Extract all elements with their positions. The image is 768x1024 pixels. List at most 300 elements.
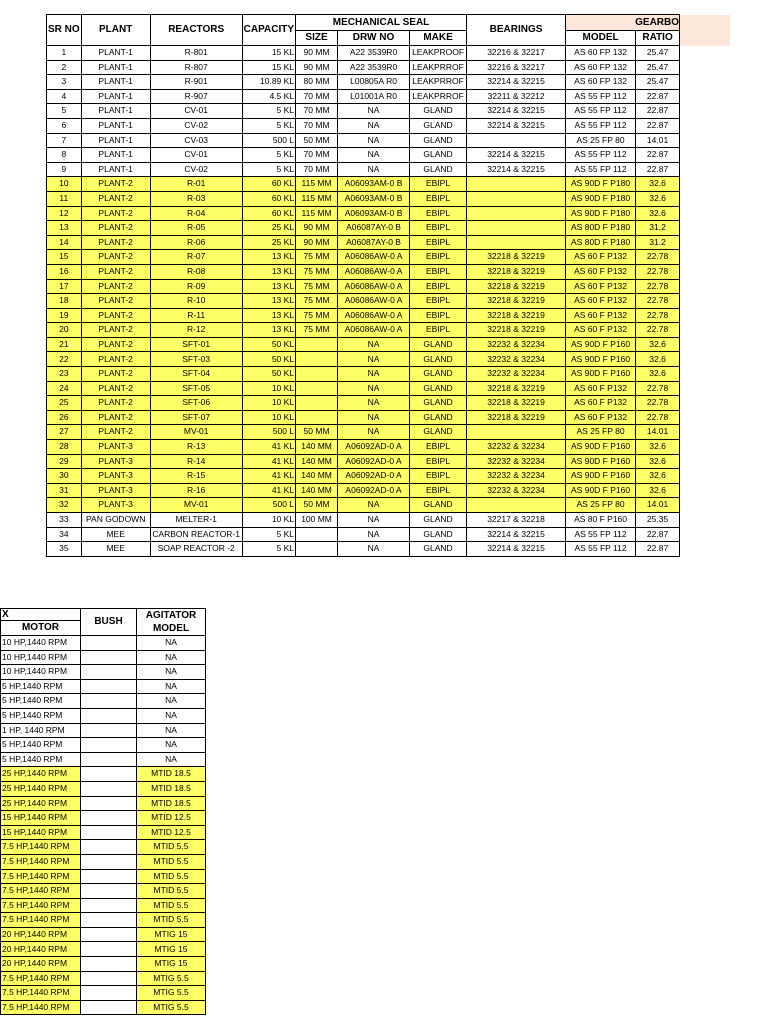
cell-make: EBIPL [410,279,467,294]
table-row [47,527,680,542]
cell-drw-no: A06086AW-0 A [338,279,410,294]
cell-plant: PLANT-2 [81,352,150,367]
cell-gearbox-ratio: 22.87 [636,104,680,119]
cell-gearbox-model: AS 90D F P180 [566,206,636,221]
cell-seal-size: 70 MM [296,118,338,133]
cell-bearings: 32218 & 32219 [467,308,566,323]
cell-capacity: 10.89 KL [242,75,295,90]
cell-gearbox-model: AS 90D F P180 [566,191,636,206]
cell-motor: 25 HP,1440 RPM [1,781,81,796]
cell-gearbox-ratio: 25.47 [636,75,680,90]
cell-sr-no: 16 [47,264,82,279]
cell-motor: 5 HP,1440 RPM [1,738,81,753]
cell-make: EBIPL [410,323,467,338]
cell-sr-no: 26 [47,410,82,425]
cell-seal-size: 70 MM [296,148,338,163]
cell-make: LEAKPRROF [410,89,467,104]
cell-gearbox-ratio: 14.01 [636,425,680,440]
cell-bush [81,723,137,738]
table-row [47,483,680,498]
cell-bush [81,811,137,826]
cell-gearbox-ratio: 22.87 [636,527,680,542]
cell-gearbox-model: AS 25 FP 80 [566,133,636,148]
cell-drw-no: NA [338,498,410,513]
cell-reactor: R-07 [150,250,242,265]
cell-sr-no: 33 [47,513,82,528]
cell-bush [81,884,137,899]
cell-drw-no: L01001A R0 [338,89,410,104]
cell-drw-no: NA [338,133,410,148]
cell-plant: PLANT-1 [81,133,150,148]
cell-sr-no: 29 [47,454,82,469]
cell-capacity: 15 KL [242,46,295,61]
cell-agitator-model: MTID 18.5 [137,767,206,782]
cell-sr-no: 5 [47,104,82,119]
cell-bearings: 32214 & 32215 [467,75,566,90]
table-row [47,469,680,484]
cell-gearbox-ratio: 22.78 [636,294,680,309]
cell-gearbox-model: AS 60 FP 132 [566,46,636,61]
cell-agitator-model: MTIG 15 [137,957,206,972]
cell-capacity: 60 KL [242,206,295,221]
cell-reactor: R-801 [150,46,242,61]
cell-bush [81,898,137,913]
cell-bearings: 32214 & 32215 [467,542,566,557]
cell-bearings: 32211 & 32212 [467,89,566,104]
motor-agitator-table [0,608,206,1015]
cell-make: EBIPL [410,454,467,469]
cell-reactor: R-08 [150,264,242,279]
cell-plant: PLANT-2 [81,191,150,206]
cell-capacity: 25 KL [242,235,295,250]
cell-reactor: CV-02 [150,118,242,133]
cell-agitator-model: MTIG 15 [137,927,206,942]
cell-capacity: 5 KL [242,162,295,177]
cell-gearbox-ratio: 25.35 [636,513,680,528]
cell-sr-no: 28 [47,440,82,455]
cell-gearbox-ratio: 25.47 [636,46,680,61]
cell-agitator-model: MTID 12.5 [137,825,206,840]
cell-gearbox-model: AS 55 FP 112 [566,118,636,133]
cell-motor: 5 HP,1440 RPM [1,752,81,767]
cell-sr-no: 20 [47,323,82,338]
cell-gearbox-ratio: 14.01 [636,133,680,148]
cell-bush [81,708,137,723]
table-row [47,162,680,177]
cell-motor: 20 HP,1440 RPM [1,942,81,957]
header-bearings: BEARINGS [467,15,566,46]
cell-motor: 20 HP,1440 RPM [1,957,81,972]
cell-plant: PLANT-3 [81,483,150,498]
cell-drw-no: A06086AW-0 A [338,308,410,323]
cell-seal-size: 115 MM [296,177,338,192]
cell-drw-no: NA [338,337,410,352]
cell-bush [81,854,137,869]
cell-plant: PLANT-2 [81,294,150,309]
cell-bush [81,650,137,665]
cell-sr-no: 21 [47,337,82,352]
cell-drw-no: A06093AM-0 B [338,177,410,192]
cell-gearbox-ratio: 22.78 [636,279,680,294]
table-row [1,942,206,957]
cell-make: GLAND [410,410,467,425]
cell-agitator-model: MTIG 5.5 [137,986,206,1001]
table-row [1,927,206,942]
cell-bush [81,927,137,942]
cell-capacity: 10 KL [242,396,295,411]
cell-bearings: 32218 & 32219 [467,279,566,294]
cell-gearbox-model: AS 60 F P132 [566,308,636,323]
table-row [1,781,206,796]
cell-make: EBIPL [410,177,467,192]
table-row [47,250,680,265]
cell-plant: PLANT-1 [81,118,150,133]
cell-gearbox-ratio: 31.2 [636,221,680,236]
cell-bearings [467,206,566,221]
cell-seal-size: 90 MM [296,235,338,250]
cell-drw-no: A06093AM-0 B [338,191,410,206]
cell-drw-no: NA [338,352,410,367]
cell-sr-no: 4 [47,89,82,104]
cell-bearings: 32218 & 32219 [467,294,566,309]
cell-drw-no: A06092AD-0 A [338,440,410,455]
cell-gearbox-ratio: 32.6 [636,337,680,352]
cell-motor: 15 HP,1440 RPM [1,811,81,826]
cell-seal-size: 90 MM [296,46,338,61]
cell-reactor: CV-03 [150,133,242,148]
cell-plant: PLANT-1 [81,148,150,163]
cell-motor: 10 HP,1440 RPM [1,665,81,680]
cell-bearings: 32232 & 32234 [467,440,566,455]
cell-agitator-model: NA [137,665,206,680]
cell-make: GLAND [410,396,467,411]
cell-seal-size [296,352,338,367]
cell-gearbox-model: AS 60 F P132 [566,294,636,309]
cell-drw-no: A06086AW-0 A [338,323,410,338]
cell-sr-no: 23 [47,367,82,382]
cell-seal-size: 70 MM [296,104,338,119]
cell-plant: PLANT-2 [81,221,150,236]
table-row [47,352,680,367]
cell-sr-no: 10 [47,177,82,192]
cell-gearbox-ratio: 22.78 [636,264,680,279]
table-row [1,665,206,680]
cell-plant: PLANT-1 [81,162,150,177]
cell-seal-size: 90 MM [296,221,338,236]
cell-sr-no: 6 [47,118,82,133]
cell-seal-size: 140 MM [296,483,338,498]
cell-motor: 7.5 HP,1440 RPM [1,986,81,1001]
cell-bush [81,942,137,957]
table-row [47,46,680,61]
cell-capacity: 13 KL [242,279,295,294]
cell-drw-no: A06087AY-0 B [338,221,410,236]
cell-gearbox-ratio: 32.6 [636,367,680,382]
cell-bearings [467,177,566,192]
cell-bush [81,971,137,986]
cell-bush [81,957,137,972]
cell-plant: PLANT-2 [81,381,150,396]
table-row [1,840,206,855]
cell-drw-no: NA [338,527,410,542]
cell-bush [81,781,137,796]
cell-drw-no: NA [338,381,410,396]
cell-bush [81,869,137,884]
cell-gearbox-model: AS 60 FP 132 [566,75,636,90]
cell-agitator-model: MTID 5.5 [137,884,206,899]
cell-make: GLAND [410,542,467,557]
cell-agitator-model: NA [137,650,206,665]
cell-bush [81,796,137,811]
cell-bearings: 32218 & 32219 [467,410,566,425]
cell-seal-size: 75 MM [296,250,338,265]
table-row [1,650,206,665]
cell-plant: MEE [81,542,150,557]
cell-gearbox-ratio: 31.2 [636,235,680,250]
table-row [47,60,680,75]
cell-motor: 7.5 HP,1440 RPM [1,884,81,899]
header-size: SIZE [296,31,338,46]
cell-agitator-model: MTID 12.5 [137,811,206,826]
cell-capacity: 13 KL [242,264,295,279]
table-row [47,118,680,133]
cell-agitator-model: MTID 5.5 [137,913,206,928]
table-row [1,796,206,811]
cell-agitator-model: MTID 5.5 [137,854,206,869]
cell-gearbox-ratio: 32.6 [636,454,680,469]
table-row [47,513,680,528]
cell-capacity: 13 KL [242,250,295,265]
cell-capacity: 41 KL [242,483,295,498]
cell-drw-no: A06086AW-0 A [338,294,410,309]
cell-gearbox-model: AS 90D F P160 [566,483,636,498]
cell-sr-no: 24 [47,381,82,396]
cell-bearings: 32214 & 32215 [467,148,566,163]
cell-seal-size: 140 MM [296,454,338,469]
cell-drw-no: NA [338,148,410,163]
cell-reactor: R-05 [150,221,242,236]
cell-motor: 25 HP,1440 RPM [1,796,81,811]
cell-plant: PLANT-1 [81,75,150,90]
cell-seal-size [296,396,338,411]
table-row [47,279,680,294]
cell-sr-no: 18 [47,294,82,309]
cell-reactor: R-907 [150,89,242,104]
cell-gearbox-model: AS 60 F P132 [566,250,636,265]
cell-plant: PLANT-1 [81,89,150,104]
table-row [47,396,680,411]
cell-agitator-model: NA [137,723,206,738]
table-row [47,104,680,119]
cell-motor: 10 HP,1440 RPM [1,650,81,665]
cell-seal-size: 100 MM [296,513,338,528]
cell-reactor: CV-02 [150,162,242,177]
cell-plant: PLANT-3 [81,469,150,484]
cell-plant: PLANT-2 [81,396,150,411]
cell-seal-size: 50 MM [296,498,338,513]
cell-bearings: 32232 & 32234 [467,454,566,469]
cell-capacity: 500 L [242,498,295,513]
cell-seal-size: 115 MM [296,206,338,221]
cell-bearings [467,221,566,236]
cell-gearbox-model: AS 90D F P160 [566,337,636,352]
cell-gearbox-model: AS 60 F P132 [566,279,636,294]
cell-drw-no: A06093AM-0 B [338,206,410,221]
cell-gearbox-model: AS 90D F P160 [566,367,636,382]
cell-gearbox-ratio: 32.6 [636,206,680,221]
cell-make: GLAND [410,337,467,352]
cell-gearbox-model: AS 90D F P160 [566,469,636,484]
cell-gearbox-model: AS 55 FP 112 [566,104,636,119]
cell-motor: 7.5 HP,1440 RPM [1,854,81,869]
cell-reactor: R-16 [150,483,242,498]
cell-capacity: 13 KL [242,308,295,323]
cell-gearbox-ratio: 32.6 [636,483,680,498]
cell-bush [81,767,137,782]
cell-bearings: 32218 & 32219 [467,323,566,338]
cell-bush [81,679,137,694]
cell-capacity: 13 KL [242,323,295,338]
cell-make: EBIPL [410,235,467,250]
cell-reactor: R-11 [150,308,242,323]
cell-seal-size: 115 MM [296,191,338,206]
cell-capacity: 10 KL [242,513,295,528]
cell-gearbox-ratio: 32.6 [636,177,680,192]
cell-gearbox-model: AS 90D F P160 [566,454,636,469]
cell-reactor: SFT-03 [150,352,242,367]
cell-plant: PLANT-2 [81,250,150,265]
cell-sr-no: 1 [47,46,82,61]
cell-bearings: 32214 & 32215 [467,118,566,133]
cell-bush [81,913,137,928]
cell-agitator-model: NA [137,636,206,651]
cell-agitator-model: NA [137,694,206,709]
cell-bearings: 32216 & 32217 [467,60,566,75]
cell-make: GLAND [410,118,467,133]
cell-plant: MEE [81,527,150,542]
cell-bearings [467,498,566,513]
cell-agitator-model: NA [137,752,206,767]
cell-make: EBIPL [410,250,467,265]
cell-sr-no: 9 [47,162,82,177]
table-row [47,410,680,425]
cell-seal-size [296,367,338,382]
cell-seal-size: 70 MM [296,162,338,177]
cell-capacity: 5 KL [242,118,295,133]
cell-capacity: 5 KL [242,104,295,119]
cell-plant: PLANT-3 [81,440,150,455]
cell-plant: PLANT-3 [81,498,150,513]
cell-make: EBIPL [410,308,467,323]
header-plant: PLANT [81,15,150,46]
cell-bush [81,665,137,680]
cell-gearbox-model: AS 55 FP 112 [566,527,636,542]
cell-plant: PLANT-2 [81,279,150,294]
cell-reactor: R-10 [150,294,242,309]
cell-bearings: 32232 & 32234 [467,483,566,498]
table-row [1,811,206,826]
table-row [1,854,206,869]
cell-make: EBIPL [410,221,467,236]
cell-drw-no: NA [338,104,410,119]
cell-gearbox-model: AS 60 F P132 [566,323,636,338]
cell-reactor: R-03 [150,191,242,206]
cell-plant: PLANT-2 [81,425,150,440]
cell-drw-no: NA [338,410,410,425]
header-sr-no: SR NO [47,15,82,46]
header-reactors: REACTORS [150,15,242,46]
table-row [1,825,206,840]
cell-capacity: 4.5 KL [242,89,295,104]
cell-bush [81,840,137,855]
cell-reactor: CV-01 [150,148,242,163]
cell-reactor: SFT-04 [150,367,242,382]
cell-seal-size [296,410,338,425]
cell-plant: PAN GODOWN [81,513,150,528]
cell-reactor: R-901 [150,75,242,90]
table-row [47,235,680,250]
cell-bush [81,694,137,709]
cell-capacity: 5 KL [242,527,295,542]
cell-drw-no: A06087AY-0 B [338,235,410,250]
table-row [1,913,206,928]
cell-drw-no: NA [338,162,410,177]
cell-agitator-model: MTIG 5.5 [137,971,206,986]
cell-make: EBIPL [410,206,467,221]
cell-motor: 7.5 HP,1440 RPM [1,869,81,884]
header-agitator-model: AGITATOR MODEL [137,609,206,636]
cell-make: GLAND [410,352,467,367]
cell-bush [81,738,137,753]
table-row [47,440,680,455]
cell-gearbox-model: AS 25 FP 80 [566,425,636,440]
cell-gearbox-model: AS 80D F P180 [566,235,636,250]
cell-gearbox-model: AS 60 FP 132 [566,60,636,75]
cell-plant: PLANT-2 [81,308,150,323]
cell-motor: 7.5 HP,1440 RPM [1,971,81,986]
cell-gearbox-ratio: 32.6 [636,191,680,206]
cell-agitator-model: MTID 5.5 [137,869,206,884]
cell-sr-no: 31 [47,483,82,498]
cell-sr-no: 32 [47,498,82,513]
table-row [47,425,680,440]
cell-gearbox-ratio: 25.47 [636,60,680,75]
cell-motor: 7.5 HP,1440 RPM [1,898,81,913]
cell-agitator-model: NA [137,708,206,723]
cell-reactor: R-06 [150,235,242,250]
cell-capacity: 10 KL [242,381,295,396]
reactor-equipment-table [46,14,680,557]
cell-seal-size: 75 MM [296,279,338,294]
table-row [47,191,680,206]
cell-plant: PLANT-1 [81,104,150,119]
cell-capacity: 41 KL [242,469,295,484]
cell-reactor: R-04 [150,206,242,221]
cell-capacity: 500 L [242,425,295,440]
cell-gearbox-model: AS 90D F P160 [566,440,636,455]
cell-make: LEAKPRROF [410,75,467,90]
motor-table-body [1,636,206,1015]
cell-gearbox-model: AS 25 FP 80 [566,498,636,513]
cell-drw-no: A22 3539R0 [338,60,410,75]
cell-drw-no: L00805A R0 [338,75,410,90]
cell-capacity: 5 KL [242,148,295,163]
cell-capacity: 60 KL [242,177,295,192]
cell-capacity: 10 KL [242,410,295,425]
cell-reactor: R-01 [150,177,242,192]
cell-reactor: R-09 [150,279,242,294]
cell-make: GLAND [410,425,467,440]
